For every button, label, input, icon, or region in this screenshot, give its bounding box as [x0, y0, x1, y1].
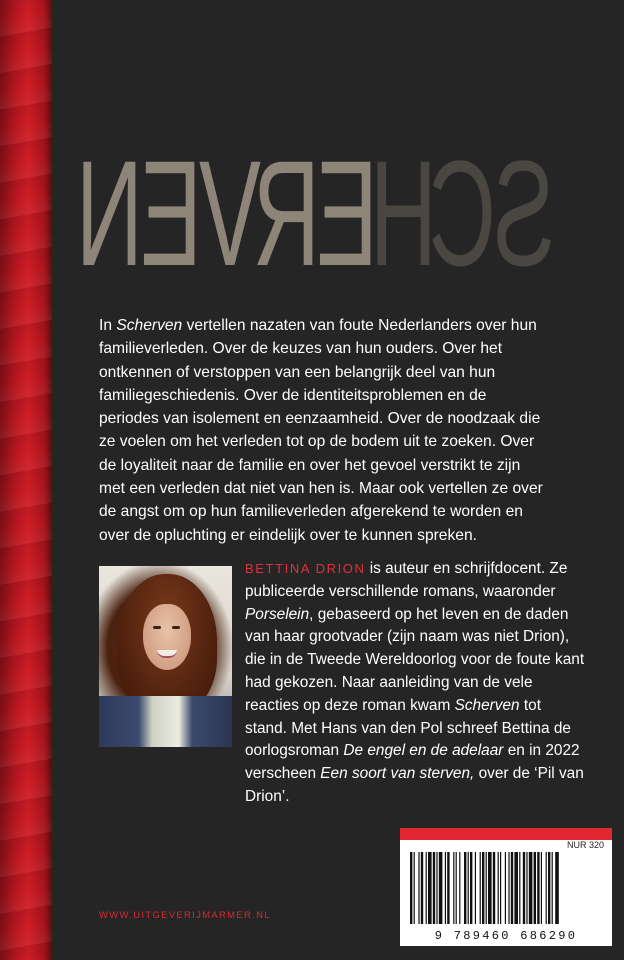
barcode-bar [505, 852, 506, 924]
barcode-bar [500, 852, 501, 924]
barcode-bar [428, 852, 432, 924]
bio-book-title: Een soort van sterven, [320, 765, 475, 783]
barcode-bar [498, 852, 499, 924]
publisher-website[interactable]: WWW.UITGEVERIJMARMER.NL [99, 910, 271, 921]
barcode-bar [464, 852, 466, 924]
barcode-bar [468, 852, 469, 924]
barcode-bar [482, 852, 484, 924]
barcode-bar [459, 852, 460, 924]
barcode-bar [523, 852, 525, 924]
barcode-bar [555, 852, 559, 924]
title-letter: H [370, 129, 438, 297]
bio-book-title: Porselein [245, 605, 310, 623]
bio-text: over de ‘Pil van Drion’. [245, 765, 584, 805]
barcode-bar [486, 852, 487, 924]
title-letter: E [316, 129, 379, 297]
blurb-paragraph [99, 314, 545, 547]
bio-text: en in 2022 verscheen [245, 742, 580, 783]
blurb-lead: In [99, 317, 117, 334]
mirrored-title [75, 129, 566, 297]
nur-code: NUR 320 [566, 840, 604, 850]
title-letter: C [428, 129, 497, 297]
barcode-bar [537, 852, 539, 924]
barcode-bar [414, 852, 415, 924]
barcode-bar [439, 852, 443, 924]
barcode-bar [447, 852, 449, 924]
bio-text: , gebaseerd op het leven en de daden van haar grootvader (zijn naam was niet Drion), die in de Tweede Wereldoorlog voor de foute kant had gekozen. Naar aanleiding van de vele reacties op deze roman kwam [245, 605, 585, 714]
barcode-bar [480, 852, 481, 924]
nur-bar [400, 828, 612, 840]
bio-text: tot stand. Met Hans van den Pol schreef Bettina de oorlogsroman [245, 696, 571, 760]
barcode-bar [445, 852, 446, 924]
title-letter: N [75, 129, 144, 297]
barcode-bar [529, 852, 533, 924]
barcode-bar [548, 852, 550, 924]
blurb-book-title: Scherven [116, 317, 183, 334]
barcode-bar [508, 852, 509, 924]
barcode-bar [456, 852, 457, 924]
barcode-bar [519, 852, 520, 924]
title-letter: R [252, 129, 320, 297]
barcode-bar [534, 852, 536, 924]
isbn-number: 9 789460 686290 [434, 929, 578, 943]
bio-book-title: Scherven [454, 696, 520, 714]
barcode-box [400, 828, 612, 946]
barcode-bar [493, 852, 495, 924]
barcode-bar [436, 852, 437, 924]
barcode-bar [433, 852, 435, 924]
title-letter: E [139, 129, 202, 297]
title-letter: V [198, 129, 261, 297]
barcode-bar [453, 852, 454, 924]
barcode-bar [475, 852, 476, 924]
bio-book-title: De engel en de adelaar [343, 742, 504, 760]
barcode-bar [552, 852, 553, 924]
author-photo [99, 566, 232, 747]
spine-texture [0, 0, 52, 960]
barcode-bar [511, 852, 513, 924]
barcode-bar [488, 852, 492, 924]
barcode-bar [418, 852, 419, 924]
bio-text: is auteur en schrijfdocent. Ze publiceerde verschillende romans, waaronder [245, 560, 568, 600]
barcode [406, 852, 606, 928]
barcode-bar [546, 852, 547, 924]
barcode-bar [421, 852, 423, 924]
barcode-bar [410, 852, 412, 924]
author-bio [245, 558, 587, 809]
barcode-bar [514, 852, 518, 924]
blurb-text: vertellen nazaten van foute Nederlanders over hun familieverleden. Over de keuzes van hun ouders. Over het ontkennen of verstoppen van een belangrijk deel van hun familiegeschiedenis. Over de identiteitsproblemen en de periodes van isolement en eenzaamheid. Over de noodzaak die ze voelen om het verleden tot op de bodem uit te zoeken. Over de loyaliteit naar de familie en over het gevoel verstrikt te zijn met een verleden dat niet van hen is. Maar ook vertellen ze over de angst om op hun familieverleden afgerekend te worden en over de opluchting er eindelijk over te kunnen spreken. [99, 317, 543, 544]
author-name: BETTINA DRION [245, 561, 366, 576]
title-letter: S [492, 129, 555, 297]
barcode-bar [470, 852, 472, 924]
barcode-bar [526, 852, 527, 924]
barcode-bar [426, 852, 427, 924]
barcode-bar [541, 852, 542, 924]
